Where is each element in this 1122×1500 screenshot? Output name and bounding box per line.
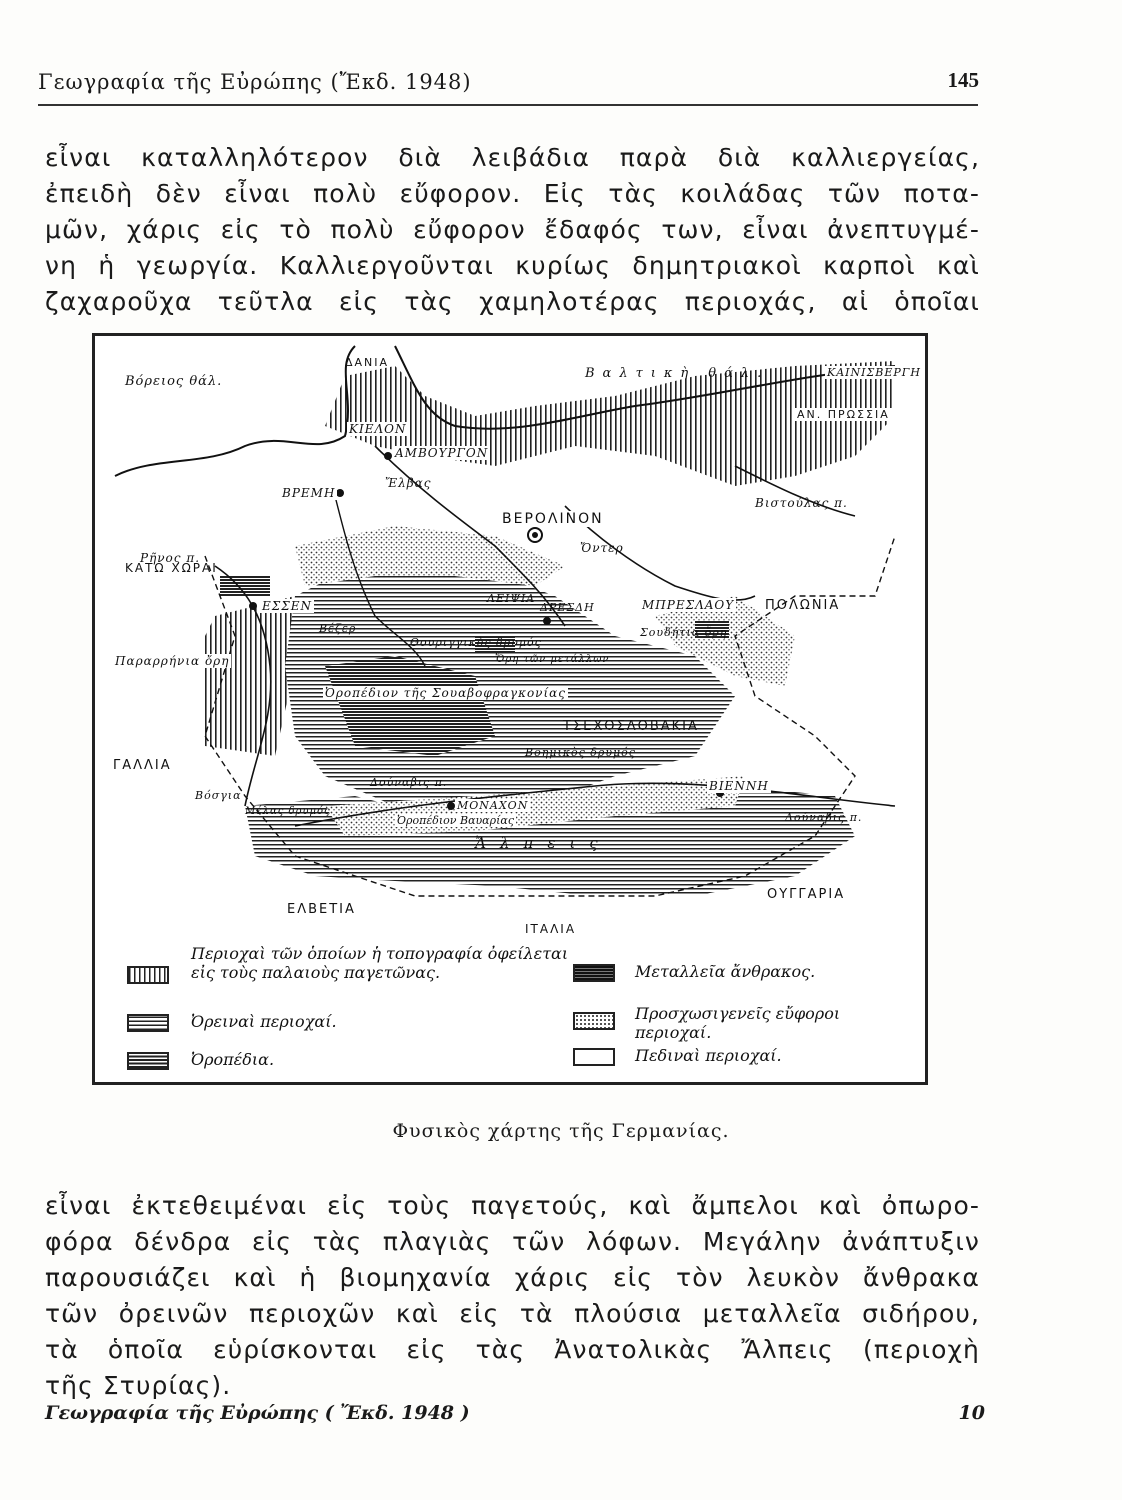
label-munich: ΜΟΝΑΧΟΝ — [457, 799, 529, 812]
signature-mark: 10 — [958, 1402, 985, 1424]
label-weser: Βέζερ — [319, 622, 357, 635]
legend-swatch-mountain — [127, 1014, 169, 1032]
label-berlin: ΒΕΡΟΛΙΝΟΝ — [502, 511, 604, 527]
legend-swatch-plateau — [127, 1052, 169, 1070]
legend-label-mountain: Ὀρειναὶ περιοχαί. — [191, 1012, 337, 1031]
label-thuringian-forest: Θουριγγικὸς δρυμός — [410, 636, 542, 649]
paragraph-bottom — [45, 1188, 980, 1404]
label-bohemian-forest: Βοημικὸς δρυμός — [525, 746, 636, 759]
footer-title: Γεωγραφία τῆς Εὐρώπης ( Ἔκδ. 1948 ) — [45, 1402, 470, 1424]
page-footer — [45, 1402, 985, 1432]
label-poland: ΠΟΛΩΝΙΑ — [765, 598, 841, 613]
label-elbe: Ἔλβας — [385, 476, 432, 490]
legend-label-plains: Πεδιναὶ περιοχαί. — [635, 1046, 782, 1065]
legend-label-plateau: Ὀροπέδια. — [191, 1050, 275, 1069]
label-vienna: ΒΙΕΝΝΗ — [709, 779, 769, 793]
paragraph-top — [45, 140, 980, 320]
text-line: εἶναι καταλληλότερον διὰ λειβάδια παρὰ διὰ καλλιεργείας, — [45, 143, 980, 172]
label-north-sea: Βόρειος θάλ. — [125, 374, 223, 389]
label-essen: ΕΣΣΕΝ — [262, 599, 312, 613]
glacial-region-west — [205, 596, 295, 756]
coastline — [115, 346, 355, 476]
label-czechoslovakia: ΤΣΕΧΟΣΛΟΒΑΚΙΑ — [563, 719, 699, 734]
label-rhine: Ρῆνος π. — [140, 551, 201, 565]
text-line: ἐπειδὴ δὲν εἶναι πολὺ εὔφορον. Εἰς τὰς κοιλάδας τῶν ποτα- — [45, 179, 980, 208]
legend-swatch-glacial — [127, 966, 169, 984]
running-head — [38, 68, 983, 108]
text-line: ζαχαροῦχα τεῦτλα εἰς τὰς χαμηλοτέρας περιοχάς, αἱ ὁποῖαι — [45, 287, 980, 316]
page-number: 145 — [947, 68, 979, 92]
label-baltic: Βαλτικὴ θάλ. — [585, 366, 770, 381]
label-denmark: ΔΑΝΙΑ — [345, 356, 390, 369]
legend-swatch-plains — [573, 1048, 615, 1066]
legend-label-loess: Προσχωσιγενεῖς εὔφοροι περιοχαί. — [635, 1004, 841, 1042]
label-sudetes: Σουδήτια ὄρη — [640, 626, 728, 639]
city-marker — [384, 452, 392, 460]
text-line: τῆς Στυρίας). — [45, 1371, 232, 1400]
label-danube-east: Δούναβις π. — [785, 811, 863, 824]
text-line: παρουσιάζει καὶ ἡ βιομηχανία χάρις εἰς τὸν λευκὸν ἄνθρακα — [45, 1263, 980, 1292]
label-vosges: Βόσγια — [195, 789, 242, 802]
label-danube: Δούναβις π. — [370, 776, 448, 789]
header-rule — [38, 104, 978, 106]
label-netherlands: ΚΑΤΩ ΧΩΡΑΙ — [125, 561, 218, 575]
city-marker — [543, 617, 551, 625]
city-marker — [447, 802, 455, 810]
map-figure — [92, 333, 928, 1085]
label-france: ΓΑΛΛΙΑ — [113, 758, 172, 773]
text-line: νη ἡ γεωργία. Καλλιεργοῦνται κυρίως δημητριακοὶ καρποὶ καὶ — [45, 251, 980, 280]
book-title: Γεωγραφία τῆς Εὐρώπης (Ἔκδ. 1948) — [38, 70, 472, 94]
label-ore-mountains: Ὄρη τῶν μετάλλων — [495, 654, 610, 665]
label-vistula: Βιστούλας π. — [755, 496, 848, 510]
label-alps: Ἄλπεις — [475, 834, 612, 852]
label-konigsberg: ΚΑΙΝΙΣΒΕΡΓΗ — [827, 366, 921, 379]
city-marker — [249, 602, 257, 610]
label-hamburg: ΑΜΒΟΥΡΓΟΝ — [395, 446, 489, 460]
label-breslau: ΜΠΡΕΣΛΑΟΥ — [642, 598, 735, 612]
figure-caption: Φυσικὸς χάρτης τῆς Γερμανίας. — [392, 1120, 730, 1142]
legend-swatch-loess — [573, 1012, 615, 1030]
label-switzerland: ΕΛΒΕΤΙΑ — [287, 902, 356, 917]
label-hungary: ΟΥΓΓΑΡΙΑ — [767, 887, 846, 902]
label-rhenish-mountains: Παραρρήνια ὄρη — [115, 654, 230, 668]
text-line: φόρα δένδρα εἰς τὰς πλαγιὰς τῶν λόφων. Μεγάλην ἀνάπτυξιν — [45, 1227, 980, 1256]
label-oder: Ὄντερ — [580, 541, 624, 555]
text-line: εἶναι ἐκτεθειμέναι εἰς τοὺς παγετούς, καὶ ἄμπελοι καὶ ὀπωρο- — [45, 1191, 980, 1220]
legend-swatch-coal — [573, 964, 615, 982]
city-marker — [532, 532, 538, 538]
label-bavaria-plateau: Ὀροπέδιον Βαυαρίας — [397, 814, 514, 827]
label-plateau: Ὀροπέδιον τῆς Σουαβοφραγκονίας — [325, 686, 566, 700]
text-line: τὰ ὁποῖα εὑρίσκονται εἰς τὰς Ἀνατολικὰς Ἄλπεις (περιοχὴ — [45, 1335, 980, 1364]
text-line: τῶν ὀρεινῶν περιοχῶν καὶ εἰς τὰ πλούσια μεταλλεῖα σιδήρου, — [45, 1299, 980, 1328]
label-bremen: ΒΡΕΜΗ — [282, 486, 336, 500]
legend-label-glacial: Περιοχαὶ τῶν ὁποίων ἡ τοπογραφία ὀφείλεται εἰς τοὺς παλαιοὺς παγετῶνας. — [191, 944, 569, 982]
label-east-prussia: ΑΝ. ΠΡΩΣΣΙΑ — [797, 408, 890, 421]
label-dresden: ΔΡΕΣΔΗ — [540, 601, 595, 614]
text-line: μῶν, χάρις εἰς τὸ πολὺ εὔφορον ἔδαφός των, εἶναι ἀνεπτυγμέ- — [45, 215, 980, 244]
label-black-forest: Μέλας δρυμός — [245, 806, 331, 817]
label-italy: ΙΤΑΛΙΑ — [525, 922, 577, 936]
label-leipzig: ΛΕΙΨΙΑ — [487, 592, 536, 605]
label-kiel: ΚΙΕΛΟΝ — [349, 422, 407, 436]
legend-label-coal: Μεταλλεῖα ἄνθρακος. — [635, 962, 816, 981]
